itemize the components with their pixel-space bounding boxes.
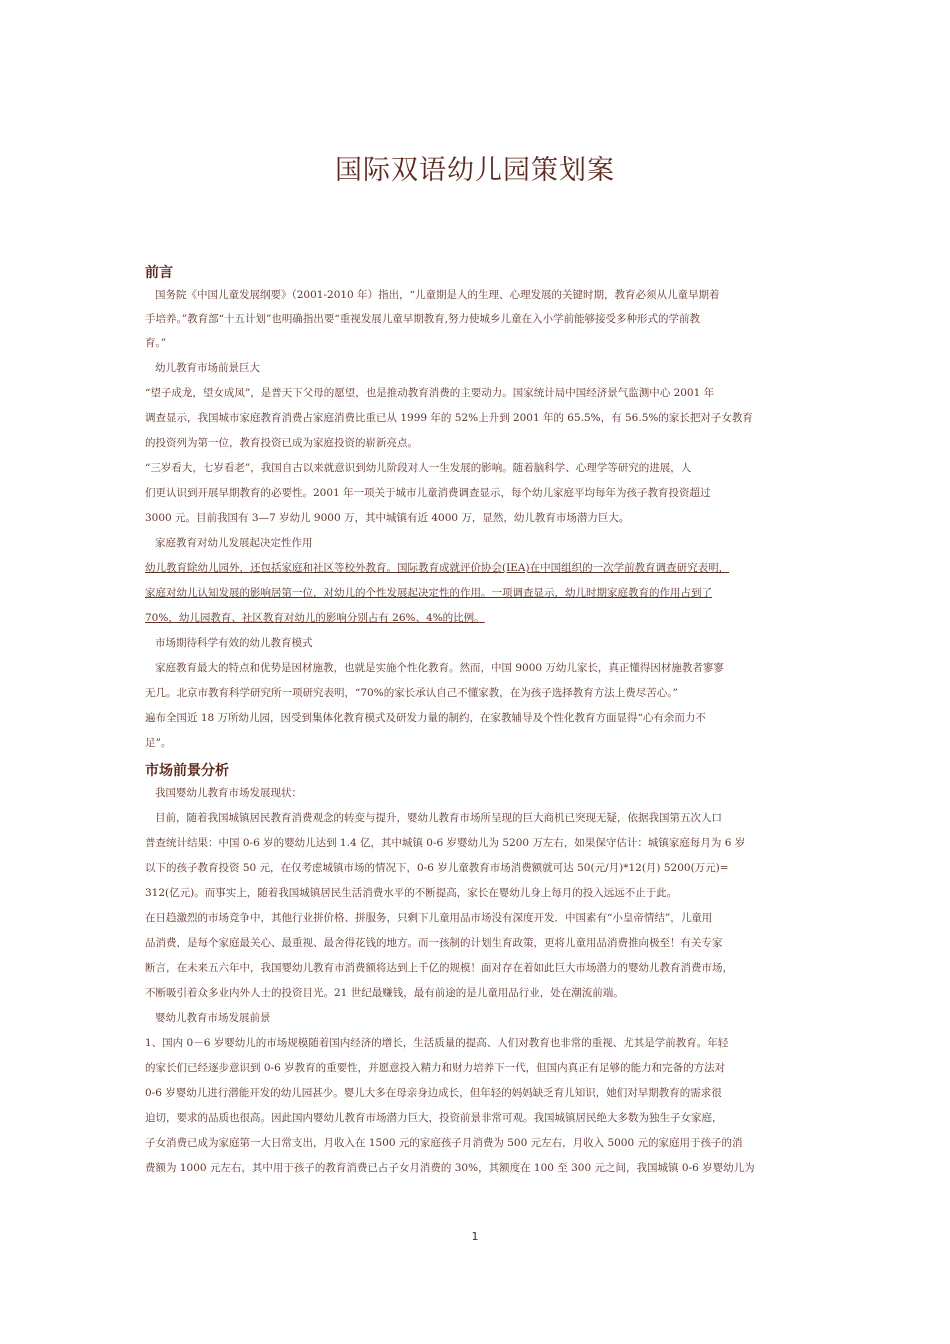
section-heading-preface: 前言 [145, 265, 173, 281]
paragraph-line: 无几。北京市教育科学研究所一项研究表明，“70%的家长承认自己不懂家教，在为孩子选择教育方法上费尽苦心。” [145, 687, 678, 699]
paragraph-line: 子女消费已成为家庭第一大日常支出，月收入在 1500 元的家庭孩子月消费为 500 元左右，月收入 5000 元的家庭用于孩子的消 [145, 1137, 743, 1149]
subheading-line: 幼儿教育市场前景巨大 [155, 362, 260, 374]
paragraph-line: 3000 元。目前我国有 3—7 岁幼儿 9000 万，其中城镇有近 4000 万，显然，幼儿教育市场潜力巨大。 [145, 512, 630, 524]
paragraph-line: 以下的孩子教育投资 50 元，在仅考虑城镇市场的情况下，0-6 岁儿童教育市场消费额就可达 50(元/月)*12(月) 5200(万元)= [145, 862, 729, 874]
underlined-line: 家庭对幼儿认知发展的影响居第一位，对幼儿的个性发展起决定性的作用。一项调查显示，幼儿时期家庭教育的作用占到了 [145, 587, 712, 599]
paragraph-line: 品消费，是每个家庭最关心、最重视、最舍得花钱的地方。而一孩制的计划生育政策，更将儿童用品消费推向极至！有关专家 [145, 937, 723, 949]
paragraph-line: 迫切，要求的品质也很高。因此国内婴幼儿教育市场潜力巨大，投资前景非常可观。我国城镇居民绝大多数为独生子女家庭， [145, 1112, 723, 1124]
paragraph-line: “望子成龙，望女成凤”，是普天下父母的愿望，也是推动教育消费的主要动力。国家统计局中国经济景气监测中心 2001 年 [145, 387, 715, 399]
page-number: 1 [471, 1230, 479, 1243]
subheading-line: 市场期待科学有效的幼儿教育模式 [155, 637, 313, 649]
paragraph-line: 费额为 1000 元左右，其中用于孩子的教育消费已占子女月消费的 30%，其额度在 100 至 300 元之间，我国城镇 0-6 岁婴幼儿为 [145, 1162, 755, 1174]
paragraph-line: 们更认识到开展早期教育的必要性。2001 年一项关于城市儿童消费调查显示，每个幼儿家庭平均每年为孩子教育投资超过 [145, 487, 711, 499]
paragraph-line: 在日趋激烈的市场竞争中，其他行业拼价格、拼服务，只剩下儿童用品市场没有深度开发．中国素有“小皇帝情结”，儿童用 [145, 912, 713, 924]
paragraph-line: 312(亿元)。而事实上，随着我国城镇居民生活消费水平的不断提高，家长在婴幼儿身上每月的投入远远不止于此。 [145, 887, 678, 899]
subheading-line: 家庭教育对幼儿发展起决定性作用 [155, 537, 313, 549]
subheading-line: 婴幼儿教育市场发展前景 [155, 1012, 271, 1024]
paragraph-line: 不断吸引着众多业内外人士的投资目光。21 世纪最赚钱，最有前途的是儿童用品行业，处在潮流前端。 [145, 987, 624, 999]
subheading-line: 我国婴幼儿教育市场发展现状： [155, 787, 302, 799]
paragraph-line: 的家长们已经逐步意识到 0-6 岁教育的重要性，并愿意投入精力和财力培养下一代，但国内真正有足够的能力和完备的方法对 [145, 1062, 726, 1074]
paragraph-line: 普查统计结果：中国 0-6 岁的婴幼儿达到 1.4 亿，其中城镇 0-6 岁婴幼儿为 5200 万左右，如果保守估计：城镇家庭每月为 6 岁 [145, 837, 746, 849]
paragraph-line: 国务院《中国儿童发展纲要》（2001-2010 年）指出，“儿童期是人的生理、心理发展的关键时期，教育必须从儿童早期着 [155, 289, 720, 301]
paragraph-line: 家庭教育最大的特点和优势是因材施教，也就是实施个性化教育。然而，中国 9000 万幼儿家长，真正懂得因材施教者寥寥 [155, 662, 724, 674]
document-title: 国际双语幼儿园策划案 [335, 155, 615, 186]
underlined-line: 幼儿教育除幼儿园外，还包括家庭和社区等校外教育。国际教育成就评价协会(IEA)在中国组织的一次学前教育调查研究表明， [145, 562, 730, 574]
section-heading-market: 市场前景分析 [145, 763, 229, 779]
paragraph-line: 目前，随着我国城镇居民教育消费观念的转变与提升，婴幼儿教育市场所呈现的巨大商机已突现无疑，依据我国第五次人口 [155, 812, 722, 824]
paragraph-line: 的投资列为第一位，教育投资已成为家庭投资的崭新亮点。 [145, 437, 418, 449]
underlined-line: 70%，幼儿园教育、社区教育对幼儿的影响分别占有 26%、4%的比例。 [145, 612, 485, 624]
paragraph-line: 0-6 岁婴幼儿进行潜能开发的幼儿园甚少。婴儿大多在母亲身边成长，但年轻的妈妈缺乏育儿知识，她们对早期教育的需求很 [145, 1087, 722, 1099]
paragraph-line: 手培养。”教育部“十五计划”也明确指出要“重视发展儿童早期教育,努力使城乡儿童在入小学前能够接受多种形式的学前教 [145, 313, 701, 325]
paragraph-line: 遍布全国近 18 万所幼儿园，因受到集体化教育模式及研发力量的制约，在家教辅导及个性化教育方面显得“心有余而力不 [145, 712, 706, 724]
paragraph-line: 足”。 [145, 737, 172, 749]
paragraph-line: 1、国内 0－6 岁婴幼儿的市场规模随着国内经济的增长，生活质量的提高、人们对教育也非常的重视、尤其是学前教育。年轻 [145, 1037, 729, 1049]
paragraph-line: 断言，在未来五六年中，我国婴幼儿教育市消费额将达到上千亿的规模！面对存在着如此巨大市场潜力的婴幼儿教育消费市场， [145, 962, 733, 974]
paragraph-line: 育。” [145, 337, 167, 349]
paragraph-line: “三岁看大，七岁看老”，我国自古以来就意识到幼儿阶段对人一生发展的影响。随着脑科学、心理学等研究的进展，人 [145, 462, 692, 474]
paragraph-line: 调查显示，我国城市家庭教育消费占家庭消费比重已从 1999 年的 52%上升到 2001 年的 65.5%，有 56.5%的家长把对子女教育 [145, 412, 753, 424]
